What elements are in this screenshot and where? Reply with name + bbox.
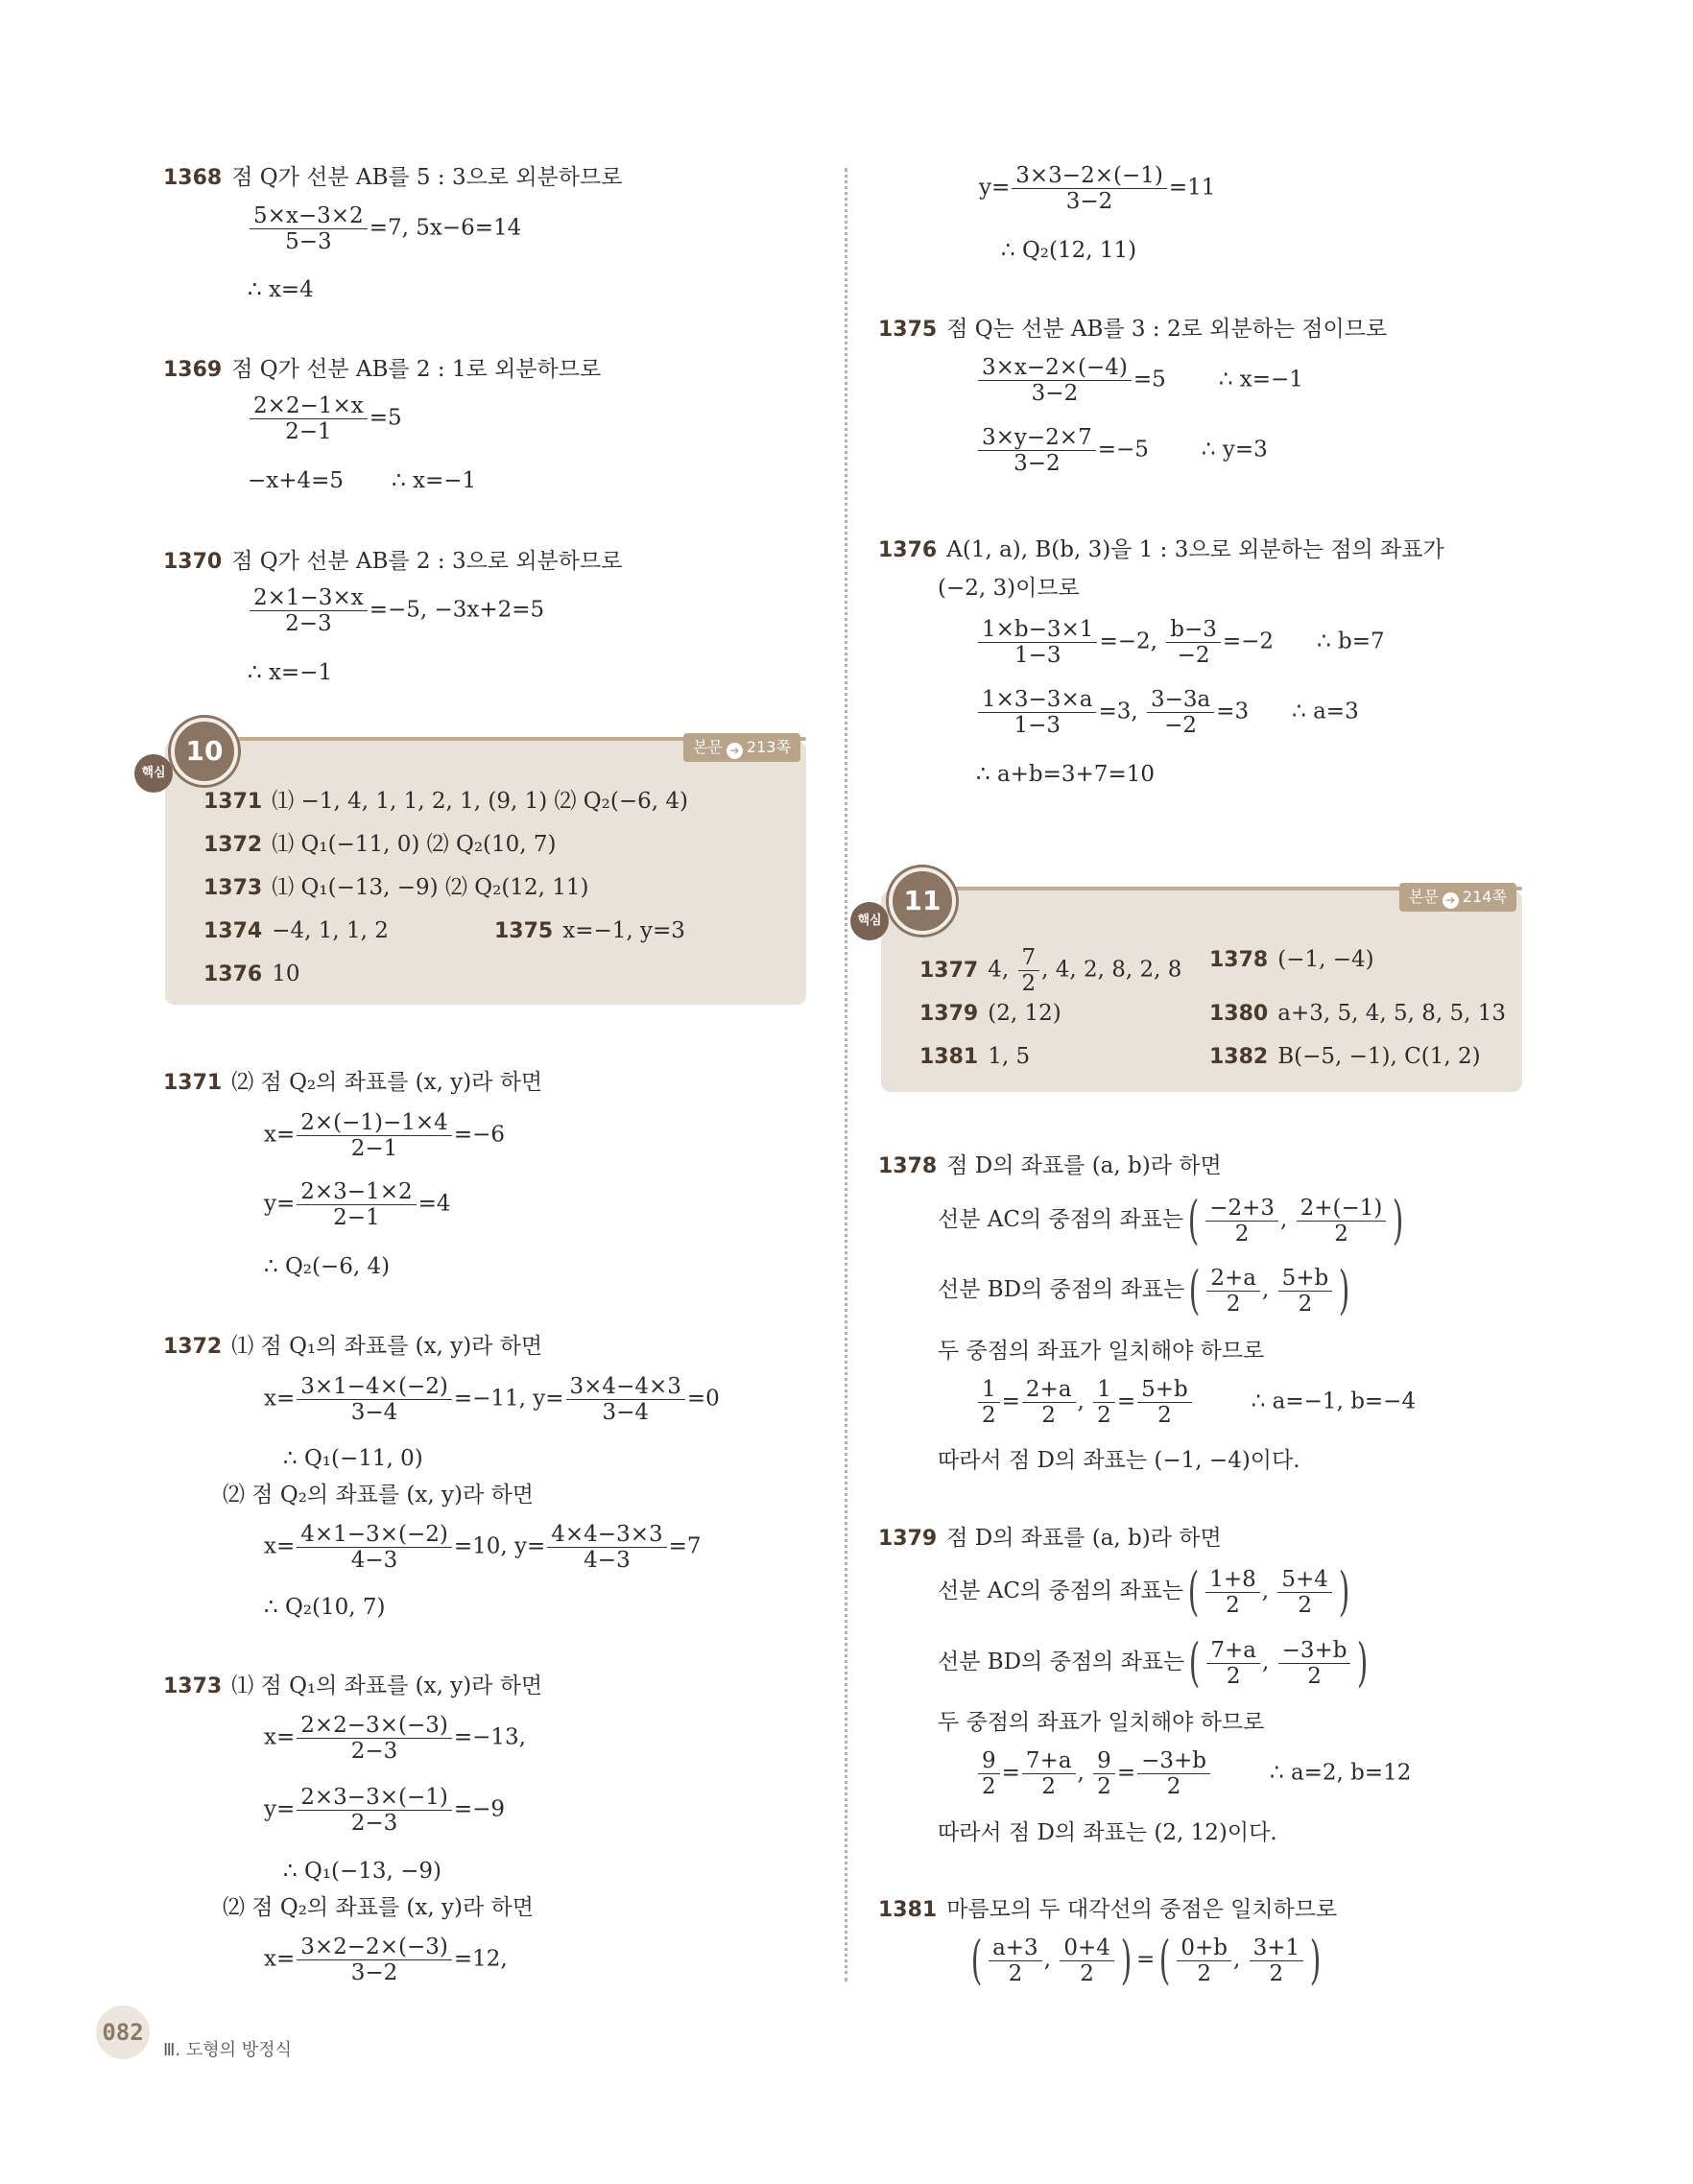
- problem-1378-heading: 1378 점 D의 좌표를 (a, b)라 하면: [878, 1153, 1222, 1178]
- answer-1376: 1376 10: [203, 961, 300, 986]
- problem-1372-eq2: x= $\frac{4\times 1-3\times(-2)}{4-3}$ =10, y= $\frac{4\times 4-3\times 3}{4-3}$ =7: [264, 1522, 702, 1573]
- problem-1370-equation: $\frac{2\times 1-3\times x}{2-3}$ =−5, −3x+2=5: [248, 585, 544, 636]
- answer-1374: 1374 −4, 1, 1, 2: [203, 918, 389, 943]
- problem-1368-conclusion: ∴ x=4: [248, 277, 314, 302]
- problem-1372-conclusion2: ∴ Q₂(10, 7): [264, 1595, 386, 1620]
- problem-1369-equation: $\frac{2\times 2-1\times x}{2-1}$ =5: [248, 393, 402, 444]
- problem-1379-bd: 선분 BD의 중점의 좌표는( $\frac{7+a}{2}$ , $\frac{-3+b}{2}$ ): [938, 1632, 1369, 1693]
- problem-1368-equation: $\frac{5\times x-3\times 2}{5-3}$ =7, 5x−6=14: [248, 203, 521, 254]
- problem-1373-conclusion1: ∴ Q₁(−13, −9): [283, 1859, 442, 1884]
- problem-1371-y: y= $\frac{2\times 3-1\times 2}{2-1}$ =4: [264, 1179, 451, 1230]
- problem-1381-eq: ( $\frac{a+3}{2}$ , $\frac{0+4}{2}$ ) =( $\frac{0+b}{2}$ , $\frac{3+1}{2}$ ): [970, 1930, 1322, 1990]
- answer-1378: 1378 (−1, −4): [1209, 947, 1374, 972]
- problem-1371-heading: 1371 ⑵ 점 Q₂의 좌표를 (x, y)라 하면: [163, 1070, 543, 1095]
- problem-1376-eq1: $\frac{1\times b-3\times 1}{1-3}$ =−2, $\frac{b-3}{-2}$ =−2 ∴ b=7: [976, 617, 1385, 668]
- problem-1381-heading: 1381 마름모의 두 대각선의 중점은 일치하므로: [878, 1897, 1338, 1922]
- answer-1372: 1372 ⑴ Q₁(−11, 0) ⑵ Q₂(10, 7): [203, 832, 557, 857]
- problem-1379-match: 두 중점의 좌표가 일치해야 하므로: [938, 1710, 1265, 1735]
- problem-1378-match: 두 중점의 좌표가 일치해야 하므로: [938, 1339, 1265, 1364]
- answer-1381: 1381 1, 5: [919, 1044, 1031, 1069]
- problem-1370-heading: 1370 점 Q가 선분 AB를 2 : 3으로 외분하므로: [163, 549, 623, 574]
- page-number: 082: [96, 2006, 150, 2059]
- section-badge-11: 11: [889, 867, 956, 935]
- problem-1378-final: 따라서 점 D의 좌표는 (−1, −4)이다.: [938, 1448, 1300, 1473]
- problem-1373-y: y= $\frac{2\times 3-3\times(-1)}{2-3}$ =−9: [264, 1785, 506, 1836]
- problem-1375-x: $\frac{3\times x-2\times(-4)}{3-2}$ =5 ∴ x=−1: [976, 355, 1303, 406]
- answer-1371: 1371 ⑴ −1, 4, 1, 1, 2, 1, (9, 1) ⑵ Q₂(−6, 4): [203, 789, 688, 814]
- answer-1373: 1373 ⑴ Q₁(−13, −9) ⑵ Q₂(12, 11): [203, 875, 589, 900]
- problem-1371-x: x= $\frac{2\times(-1)-1\times 4}{2-1}$ =−6: [264, 1110, 506, 1161]
- problem-1369-heading: 1369 점 Q가 선분 AB를 2 : 1로 외분하므로: [163, 357, 602, 382]
- chapter-title: Ⅲ. 도형의 방정식: [163, 2040, 292, 2060]
- problem-1376-eq2: $\frac{1\times 3-3\times a}{1-3}$ =3, $\frac{3-3a}{-2}$ =3 ∴ a=3: [976, 687, 1359, 738]
- problem-1373-part2: ⑵ 점 Q₂의 좌표를 (x, y)라 하면: [223, 1895, 534, 1920]
- problem-1376-conclusion: ∴ a+b=3+7=10: [976, 762, 1155, 787]
- problem-1378-ac: 선분 AC의 중점의 좌표는( $\frac{-2+3}{2}$ , $\frac{2+(-1)}{2}$ ): [938, 1190, 1404, 1250]
- problem-1379-final: 따라서 점 D의 좌표는 (2, 12)이다.: [938, 1820, 1277, 1845]
- problem-1372-conclusion1: ∴ Q₁(−11, 0): [283, 1446, 423, 1471]
- problem-1371-conclusion: ∴ Q₂(−6, 4): [264, 1254, 391, 1279]
- problem-1374-conclusion: ∴ Q₂(12, 11): [1001, 238, 1137, 263]
- answer-1375: 1375 x=−1, y=3: [494, 918, 685, 943]
- answer-1380: 1380 a+3, 5, 4, 5, 8, 5, 13: [1209, 1001, 1507, 1026]
- problem-1368-heading: 1368 점 Q가 선분 AB를 5 : 3으로 외분하므로: [163, 165, 623, 190]
- problem-1379-heading: 1379 점 D의 좌표를 (a, b)라 하면: [878, 1526, 1222, 1551]
- problem-1372-eq1: x= $\frac{3\times 1-4\times(-2)}{3-4}$ =−11, y= $\frac{3\times 4-4\times 3}{3-4}$ =0: [264, 1374, 720, 1425]
- section-badge-10: 10: [171, 718, 238, 785]
- column-divider: [845, 168, 847, 1982]
- problem-1376-line2: (−2, 3)이므로: [938, 576, 1080, 601]
- answer-1377: 1377 4, $\frac{7}{2}$ , 4, 2, 8, 2, 8: [919, 945, 1182, 996]
- problem-1378-bd: 선분 BD의 중점의 좌표는( $\frac{2+a}{2}$ , $\frac{5+b}{2}$ ): [938, 1260, 1350, 1320]
- problem-1369-step: −x+4=5 ∴ x=−1: [248, 468, 477, 493]
- textbook-ref-214[interactable]: 본문 ➔ 214쪽: [1399, 883, 1516, 912]
- problem-1379-eq: $\frac{9}{2}$ = $\frac{7+a}{2}$ , $\frac{9}{2}$ = $\frac{-3+b}{2}$ ∴ a=2, b=12: [976, 1748, 1411, 1799]
- core-label-10: 핵심: [134, 754, 173, 793]
- problem-1372-part2: ⑵ 점 Q₂의 좌표를 (x, y)라 하면: [223, 1483, 534, 1507]
- problem-1373-x: x= $\frac{2\times 2-3\times(-3)}{2-3}$ =−13,: [264, 1713, 526, 1764]
- core-label-11: 핵심: [850, 902, 889, 940]
- problem-1376-heading: 1376 A(1, a), B(b, 3)을 1 : 3으로 외분하는 점의 좌표가: [878, 537, 1444, 562]
- problem-1374-y: y= $\frac{3\times 3-2\times(-1)}{3-2}$ =11: [979, 163, 1216, 214]
- answer-1379: 1379 (2, 12): [919, 1001, 1061, 1026]
- problem-1379-ac: 선분 AC의 중점의 좌표는( $\frac{1+8}{2}$ , $\frac{5+4}{2}$ ): [938, 1561, 1350, 1622]
- arrow-right-icon: ➔: [727, 743, 743, 759]
- problem-1370-conclusion: ∴ x=−1: [248, 660, 333, 685]
- problem-1372-heading: 1372 ⑴ 점 Q₁의 좌표를 (x, y)라 하면: [163, 1334, 543, 1359]
- problem-1373-heading: 1373 ⑴ 점 Q₁의 좌표를 (x, y)라 하면: [163, 1674, 543, 1698]
- arrow-right-icon: ➔: [1443, 892, 1459, 909]
- problem-1373-x2: x= $\frac{3\times 2-2\times(-3)}{3-2}$ =12,: [264, 1935, 508, 1985]
- problem-1375-y: $\frac{3\times y-2\times 7}{3-2}$ =−5 ∴ y=3: [976, 425, 1268, 476]
- problem-1378-eq: $\frac{1}{2}$ = $\frac{2+a}{2}$ , $\frac{1}{2}$ = $\frac{5+b}{2}$ ∴ a=−1, b=−4: [976, 1377, 1416, 1428]
- answer-1382: 1382 B(−5, −1), C(1, 2): [1209, 1044, 1481, 1069]
- problem-1375-heading: 1375 점 Q는 선분 AB를 3 : 2로 외분하는 점이므로: [878, 317, 1388, 342]
- textbook-ref-213[interactable]: 본문 ➔ 213쪽: [683, 733, 800, 762]
